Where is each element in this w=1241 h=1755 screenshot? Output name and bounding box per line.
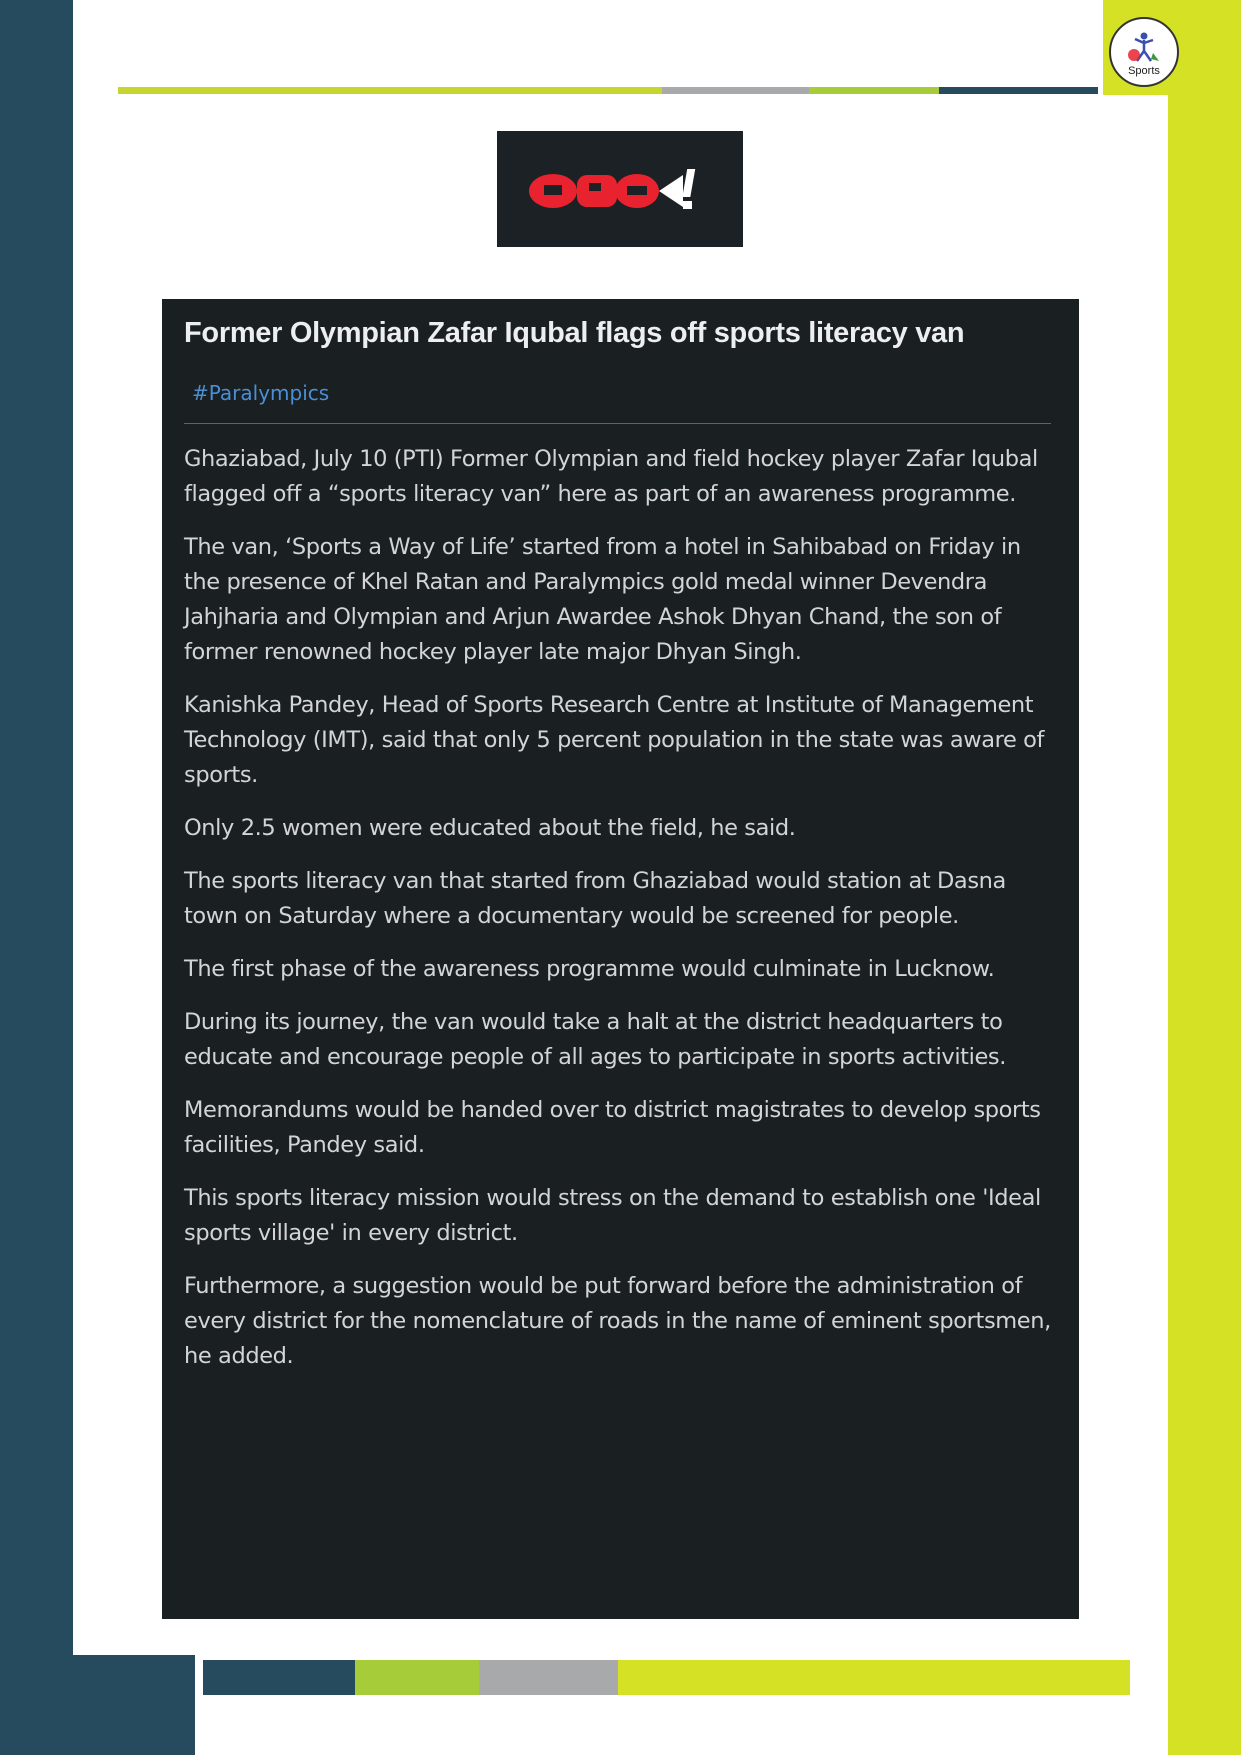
article-title: Former Olympian Zafar Iqubal flags off sports literacy van	[184, 317, 965, 349]
paragraph: During its journey, the van would take a halt at the district headquarters to educate and encourage people of all ages to participate in sports activities.	[184, 1009, 1006, 1070]
paragraph: Only 2.5 women were educated about the field, he said.	[184, 815, 796, 841]
divider	[184, 423, 1051, 424]
sports-logo	[1109, 17, 1179, 87]
bottom-color-strip	[203, 1660, 1130, 1695]
left-bottom-decor-block	[0, 1655, 195, 1755]
article-body	[184, 442, 1061, 1374]
paragraph: This sports literacy mission would stress on the demand to establish one 'Ideal sports village' in every district.	[184, 1185, 1041, 1246]
top-color-strip	[118, 87, 1098, 94]
sports-logo-label: Sports	[1128, 65, 1160, 77]
sports-figure-icon	[1125, 31, 1163, 67]
paragraph: Memorandums would be handed over to district magistrates to develop sports facilities, Pandey said.	[184, 1097, 1041, 1158]
paragraph: Ghaziabad, July 10 (PTI) Former Olympian and field hockey player Zafar Iqubal flagged off a “sports literacy van” here as part of an awareness programme.	[184, 446, 1038, 507]
paragraph: The van, ‘Sports a Way of Life’ started from a hotel in Sahibabad on Friday in the presence of Khel Ratan and Paralympics gold medal winner Devendra Jahjharia and Olympian and Arjun Awardee Ashok Dhyan Chand, the son of former renowned hockey player late major Dhyan Singh.	[184, 534, 1021, 665]
article-tag-link[interactable]: #Paralympics	[192, 381, 330, 405]
paragraph: The sports literacy van that started from Ghaziabad would station at Dasna town on Saturday where a documentary would be screened for people.	[184, 868, 1006, 929]
news-logo-icon	[525, 159, 715, 219]
news-source-logo	[497, 131, 743, 247]
paragraph: Kanishka Pandey, Head of Sports Research Centre at Institute of Management Technology (IMT), said that only 5 percent population in the state was aware of sports.	[184, 692, 1045, 788]
paragraph: The first phase of the awareness programme would culminate in Lucknow.	[184, 956, 995, 982]
article-card	[162, 299, 1079, 1619]
left-decor-bar	[0, 0, 73, 1755]
paragraph: Furthermore, a suggestion would be put forward before the administration of every district for the nomenclature of roads in the name of eminent sportsmen, he added.	[184, 1273, 1051, 1369]
right-decor-bar	[1168, 95, 1241, 1755]
